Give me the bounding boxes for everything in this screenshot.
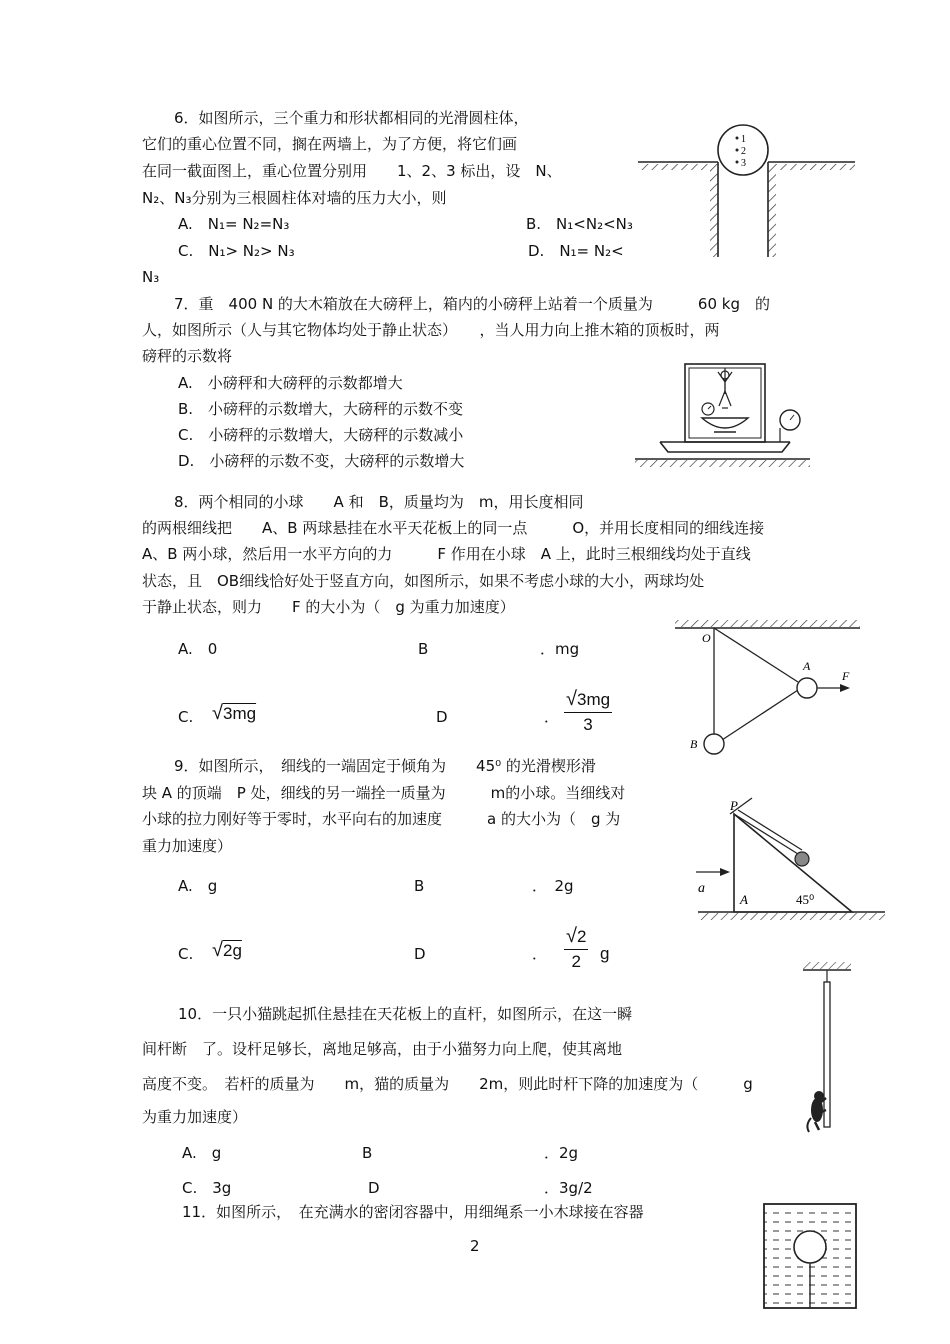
q8-option-b: B <box>418 640 429 658</box>
q10-option-c: C. 3g <box>182 1179 232 1197</box>
q8-line-2: 的两根细线把 A、B 两球悬挂在水平天花板上的同一点 O，并用长度相同的细线连接 <box>142 519 765 537</box>
q6-line-1: 6．如图所示，三个重力和形状都相同的光滑圆柱体， <box>174 109 529 127</box>
q6-option-b: B. N₁<N₂<N₃ <box>526 215 633 233</box>
q9-option-d: D <box>414 945 426 963</box>
q10-option-b-value: ．2g <box>544 1144 579 1162</box>
q9-option-a: A. g <box>178 877 218 895</box>
q9-line-4: 重力加速度） <box>142 837 233 855</box>
q10-option-d-value: ．3g/2 <box>544 1179 593 1197</box>
q8-option-d-numerator: 3mg <box>576 690 611 709</box>
sqrt-symbol: √ <box>212 939 223 961</box>
q6-line-2: 它们的重心位置不同，搁在两墙上，为了方便，将它们画 <box>142 135 518 153</box>
q8-label-f: F <box>842 669 850 683</box>
q10-line-1: 10．一只小猫跳起抓住悬挂在天花板上的直杆，如图所示，在这一瞬 <box>178 1005 633 1023</box>
q10-cat-rod-figure <box>795 960 855 1140</box>
q9-option-b: B <box>414 877 425 895</box>
q8-option-a: A. 0 <box>178 640 218 658</box>
q8-line-1: 8．两个相同的小球 A 和 B，质量均为 m，用长度相同 <box>174 493 584 511</box>
q11-line-1: 11．如图所示， 在充满水的密闭容器中，用细绳系一小木球接在容器 <box>182 1203 644 1221</box>
q9-option-d-dot: ． <box>532 945 548 963</box>
sqrt-symbol: √ <box>212 702 223 724</box>
q8-line-4: 状态，且 OB细线恰好处于竖直方向，如图所示，如果不考虑小球的大小，两球均处 <box>142 572 705 590</box>
q7-scale-figure <box>630 358 815 473</box>
q8-option-d: D <box>436 708 448 726</box>
q10-option-b: B <box>362 1144 373 1162</box>
q7-option-d: D. 小磅秤的示数不变，大磅秤的示数增大 <box>178 452 465 470</box>
q8-option-b-value: ．mg <box>540 640 580 658</box>
q8-option-d-denominator: 3 <box>583 715 593 734</box>
q6-label-2: 2 <box>741 146 746 157</box>
q8-option-c-value: 3mg <box>222 704 257 723</box>
q9-option-b-value: ． 2g <box>532 877 574 895</box>
sqrt-symbol: √ <box>566 688 577 710</box>
q9-option-c: C. <box>178 945 194 963</box>
q6-label-3: 3 <box>741 158 746 169</box>
q6-option-d: D. N₁= N₂< <box>528 242 624 260</box>
q6-option-d-tail: N₃ <box>142 268 160 286</box>
q10-option-a: A. g <box>182 1144 222 1162</box>
q8-option-d-fraction <box>564 688 612 735</box>
q10-option-d: D <box>368 1179 380 1197</box>
q8-option-c: C. <box>178 708 194 726</box>
q9-line-1: 9．如图所示， 细线的一端固定于倾角为 45⁰ 的光滑楔形滑 <box>174 757 596 775</box>
q9-option-c-math <box>212 939 242 962</box>
q7-line-2: 人，如图所示（人与其它物体均处于静止状态） ，当人用力向上推木箱的顶板时，两 <box>142 321 720 339</box>
q11-container-figure <box>760 1200 860 1312</box>
q9-option-c-value: 2g <box>222 941 242 960</box>
q8-option-c-math <box>212 702 256 725</box>
q7-option-c: C. 小磅秤的示数增大，大磅秤的示数减小 <box>178 426 464 444</box>
sqrt-symbol: √ <box>566 925 577 947</box>
q6-label-1: 1 <box>741 134 746 145</box>
q8-label-b: B <box>690 737 698 751</box>
q6-option-c: C. N₁> N₂> N₃ <box>178 242 295 260</box>
q9-option-d-tail: g <box>600 944 610 963</box>
q8-label-o: O <box>702 631 711 645</box>
q9-wedge-figure <box>690 792 890 928</box>
q9-label-angle: 45⁰ <box>796 892 815 907</box>
q8-line-3: A、B 两小球，然后用一水平方向的力 F 作用在小球 A 上，此时三根细线均处于直线 <box>142 545 751 563</box>
q7-option-a: A. 小磅秤和大磅秤的示数都增大 <box>178 374 403 392</box>
q8-option-d-dot: ． <box>544 708 560 726</box>
q10-line-3: 高度不变。 若杆的质量为 m，猫的质量为 2m，则此时杆下降的加速度为（ g <box>142 1075 753 1093</box>
q6-line-3: 在同一截面图上，重心位置分别用 1、2、3 标出，设 N、 <box>142 162 562 180</box>
q6-line-4: N₂、N₃分别为三根圆柱体对墙的压力大小，则 <box>142 189 447 207</box>
q9-label-block: A <box>740 892 748 907</box>
q10-line-4: 为重力加速度） <box>142 1108 248 1126</box>
q8-balls-figure <box>670 618 865 758</box>
q6-option-a: A. N₁= N₂=N₃ <box>178 215 290 233</box>
q7-line-1: 7．重 400 N 的大木箱放在大磅秤上，箱内的小磅秤上站着一个质量为 60 kg 的 <box>174 295 770 313</box>
q9-label-p: P <box>730 798 738 813</box>
q9-option-d-numerator: 2 <box>576 927 587 946</box>
q9-label-a: a <box>698 881 705 896</box>
q10-line-2: 间杆断 了。设杆足够长，离地足够高，由于小猫努力向上爬，使其离地 <box>142 1040 623 1058</box>
q9-option-d-fraction <box>564 925 588 972</box>
q9-line-3: 小球的拉力刚好等于零时，水平向右的加速度 a 的大小为（ g 为 <box>142 810 621 828</box>
q8-line-5: 于静止状态，则力 F 的大小为（ g 为重力加速度） <box>142 598 515 616</box>
q7-line-3: 磅秤的示数将 <box>142 347 233 365</box>
q8-label-a: A <box>803 659 811 673</box>
q7-option-b: B. 小磅秤的示数增大，大磅秤的示数不变 <box>178 400 464 418</box>
page-number: 2 <box>470 1237 480 1255</box>
q6-cylinder-figure <box>630 122 860 262</box>
q9-line-2: 块 A 的顶端 P 处，细线的另一端拴一质量为 m的小球。当细线对 <box>142 784 626 802</box>
q9-option-d-denominator: 2 <box>571 952 581 971</box>
cat-icon <box>807 1091 826 1132</box>
